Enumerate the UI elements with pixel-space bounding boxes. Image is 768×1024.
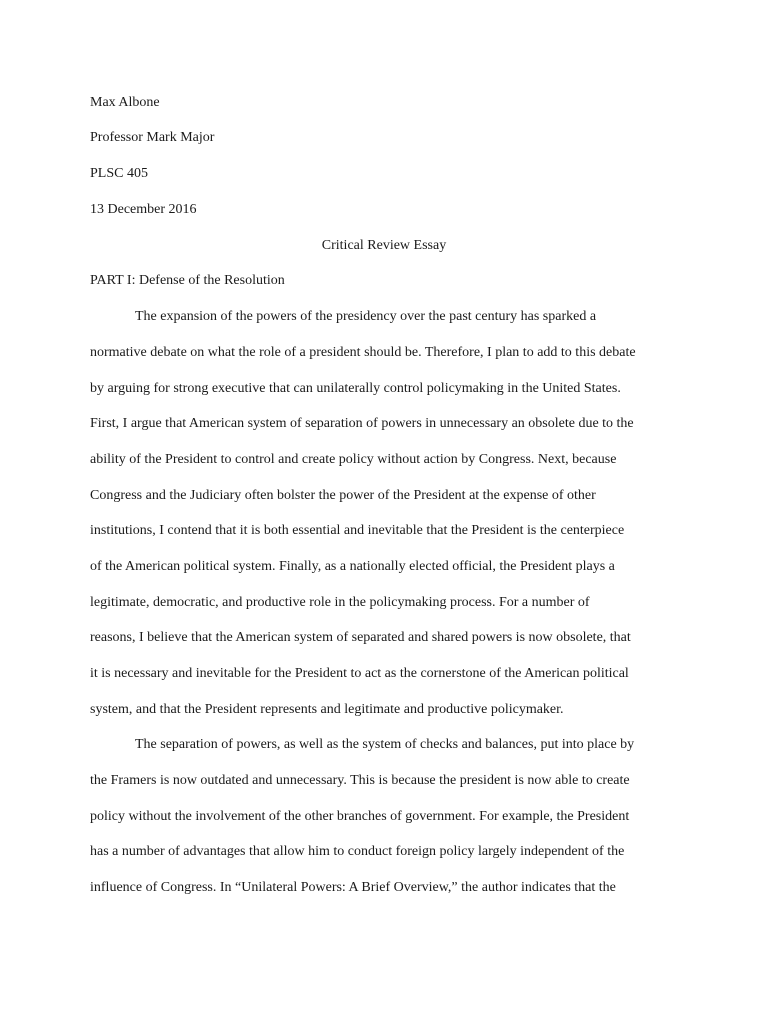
paragraph-line: system, and that the President represents and legitimate and productive policymaker. — [90, 702, 564, 717]
paragraph-line: The expansion of the powers of the presidency over the past century has sparked a — [135, 309, 597, 324]
paragraph-line: legitimate, democratic, and productive role in the policymaking process. For a number of — [90, 595, 590, 610]
section-heading: PART I: Defense of the Resolution — [90, 273, 285, 288]
paragraph-line: ability of the President to control and create policy without action by Congress. Next, because — [90, 452, 617, 467]
paragraph-line: reasons, I believe that the American system of separated and shared powers is now obsolete, that — [90, 630, 631, 645]
essay-title: Critical Review Essay — [321, 238, 447, 253]
paragraph-line: influence of Congress. In “Unilateral Powers: A Brief Overview,” the author indicates that the — [90, 880, 616, 895]
course-code: PLSC 405 — [90, 166, 148, 181]
paragraph-line: First, I argue that American system of separation of powers in unnecessary an obsolete due to the — [90, 416, 634, 431]
essay-date: 13 December 2016 — [90, 202, 197, 217]
paragraph-line: it is necessary and inevitable for the President to act as the cornerstone of the American political — [90, 666, 629, 681]
paragraph-line: by arguing for strong executive that can unilaterally control policymaking in the United States. — [90, 381, 621, 396]
paragraph-line: the Framers is now outdated and unnecessary. This is because the president is now able to create — [90, 773, 630, 788]
professor-name: Professor Mark Major — [90, 130, 215, 145]
paragraph-line: of the American political system. Finally, as a nationally elected official, the President plays a — [90, 559, 615, 574]
author-name: Max Albone — [90, 95, 160, 110]
paragraph-line: The separation of powers, as well as the system of checks and balances, put into place by — [135, 737, 635, 752]
paragraph-line: normative debate on what the role of a president should be. Therefore, I plan to add to this debate — [90, 345, 636, 360]
paragraph-line: Congress and the Judiciary often bolster the power of the President at the expense of other — [90, 488, 596, 503]
paragraph-line: has a number of advantages that allow him to conduct foreign policy largely independent of the — [90, 844, 625, 859]
paragraph-line: institutions, I contend that it is both essential and inevitable that the President is the centerpiece — [90, 523, 625, 538]
paragraph-line: policy without the involvement of the other branches of government. For example, the President — [90, 809, 630, 824]
